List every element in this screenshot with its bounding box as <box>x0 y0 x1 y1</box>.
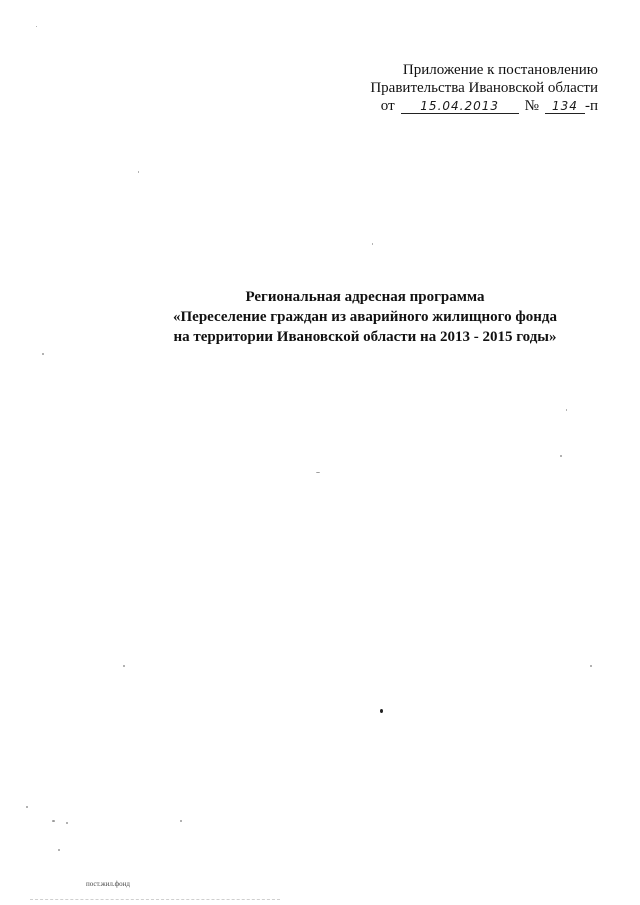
scan-speck <box>66 822 68 824</box>
title-line-2: «Переселение граждан из аварийного жилищного фонда <box>173 309 557 325</box>
scan-speck <box>590 665 592 667</box>
appendix-line-2: Правительства Ивановской области <box>370 80 598 96</box>
scan-speck <box>560 455 562 457</box>
scan-speck <box>52 820 55 822</box>
appendix-header <box>338 61 598 115</box>
file-label: пост.жил.фонд <box>86 880 130 888</box>
scan-speck <box>123 665 125 667</box>
scan-speck <box>26 806 28 808</box>
title-line-1: Региональная адресная программа <box>245 289 485 305</box>
handwritten-number: 134 <box>545 99 585 114</box>
number-prefix: № <box>524 98 539 114</box>
scan-speck <box>138 171 139 173</box>
title-line-3: на территории Ивановской области на 2013 - 2015 годы» <box>173 329 557 345</box>
date-prefix: от <box>380 98 395 114</box>
scan-speck <box>180 820 182 822</box>
handwritten-date: 15.04.2013 <box>401 99 519 114</box>
scan-speck <box>58 849 60 851</box>
scan-speck <box>36 26 37 27</box>
scan-speck <box>566 409 567 411</box>
scan-edge-artifact <box>30 899 280 902</box>
scan-speck <box>316 472 320 473</box>
appendix-date-row <box>338 97 598 115</box>
scan-speck <box>372 243 373 245</box>
scan-speck <box>380 709 383 713</box>
scan-speck <box>42 353 44 355</box>
appendix-line-1: Приложение к постановлению <box>402 62 598 78</box>
program-title <box>0 287 640 347</box>
number-suffix: -п <box>584 98 598 114</box>
